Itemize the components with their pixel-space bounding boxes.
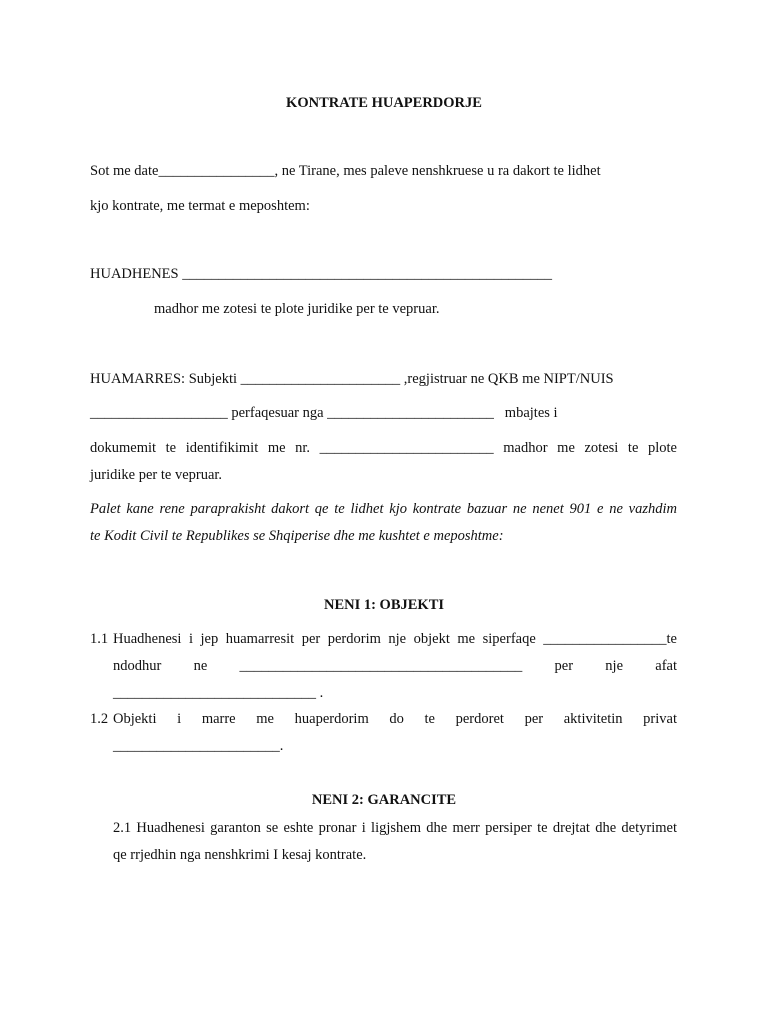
- neni-2-heading: NENI 2: GARANCITE: [311, 792, 457, 808]
- clause-1-2-line-1: Objekti i marre me huaperdorim do te perdoret per aktivitetin privat: [113, 711, 677, 727]
- clause-2-1-line-1: 2.1 Huadhenesi garanton se eshte pronar i ligjshem dhe merr persiper te drejtat dhe detyrimet: [113, 820, 677, 836]
- huamarres-line-3: dokumemit te identifikimit me nr. ________________________ madhor me zotesi te plote: [90, 440, 677, 456]
- preamble-line-1: Palet kane rene paraprakisht dakort qe te lidhet kjo kontrate bazuar ne nenet 901 e ne vazhdim: [90, 501, 677, 517]
- huamarres-line-2: ___________________ perfaqesuar nga _______________________ mbajtes i: [90, 405, 558, 421]
- huadhenes-capacity: madhor me zotesi te plote juridike per te vepruar.: [154, 301, 440, 317]
- clause-1-2-number: 1.2: [90, 711, 109, 727]
- intro-line-1: Sot me date________________, ne Tirane, mes paleve nenshkruese u ra dakort te lidhet: [90, 163, 601, 179]
- clause-1-1-line-2: ndodhur ne _______________________________________ per nje afat: [113, 658, 677, 674]
- preamble-line-2: te Kodit Civil te Republikes se Shqiperise dhe me kushtet e meposhtme:: [90, 528, 504, 544]
- intro-line-2: kjo kontrate, me termat e meposhtem:: [90, 198, 310, 214]
- clause-2-1-line-2: qe rrjedhin nga nenshkrimi I kesaj kontrate.: [113, 847, 367, 863]
- huamarres-line-1: HUAMARRES: Subjekti ______________________ ,regjistruar ne QKB me NIPT/NUIS: [90, 371, 614, 387]
- clause-1-1-line-3: ____________________________ .: [113, 685, 324, 701]
- clause-1-1-line-1: Huadhenesi i jep huamarresit per perdorim nje objekt me siperfaqe _________________te: [113, 631, 677, 647]
- huamarres-line-4: juridike per te vepruar.: [90, 467, 223, 483]
- neni-1-heading: NENI 1: OBJEKTI: [323, 597, 445, 613]
- document-title: KONTRATE HUAPERDORJE: [286, 95, 482, 111]
- clause-1-2-line-2: _______________________.: [113, 738, 284, 754]
- clause-1-1-number: 1.1: [90, 631, 109, 647]
- huadhenes-line: HUADHENES ___________________________________________________: [90, 266, 552, 282]
